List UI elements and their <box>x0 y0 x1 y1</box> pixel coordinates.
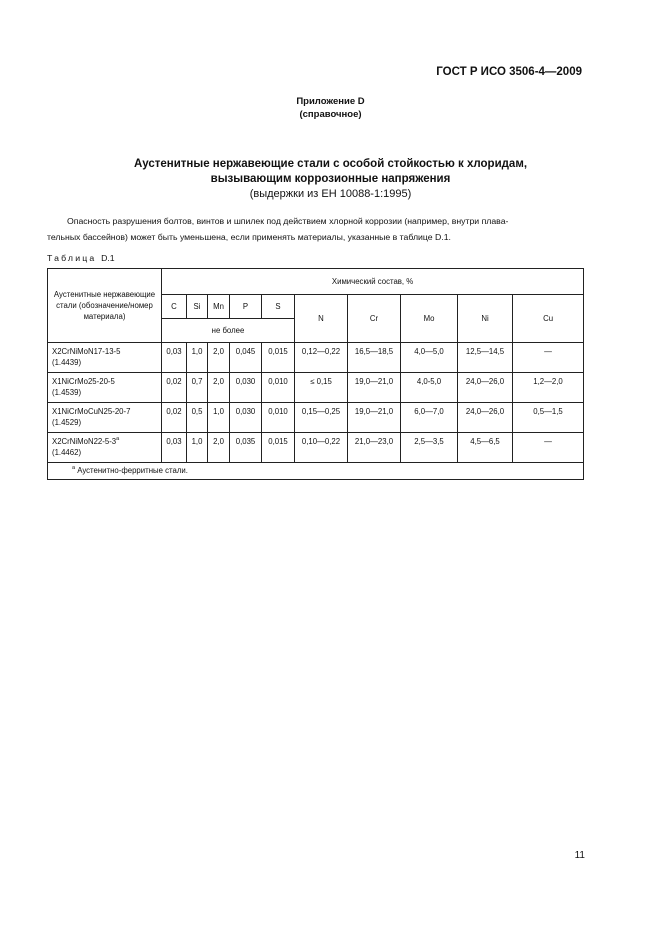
col-header-c: C <box>162 295 187 319</box>
paragraph-line-2: тельных бассейнов) может быть уменьшена, если применять материалы, указанные в таблице D.1. <box>47 232 451 242</box>
col-header-n: N <box>295 295 348 343</box>
steel-designation: X2CrNiMoN17-13-5 <box>52 347 121 356</box>
col-header-s: S <box>262 295 295 319</box>
value-cell: 19,0—21,0 <box>348 403 401 433</box>
value-cell: 12,5—14,5 <box>458 343 513 373</box>
value-cell: 6,0—7,0 <box>401 403 458 433</box>
value-cell: 0,045 <box>230 343 262 373</box>
value-cell: 1,0 <box>208 403 230 433</box>
value-cell: 0,010 <box>262 403 295 433</box>
heading-line-2: вызывающим коррозионные напряжения <box>210 173 451 185</box>
col-header-si: Si <box>187 295 208 319</box>
footnote-reference: a <box>116 436 120 442</box>
value-cell: 2,0 <box>208 373 230 403</box>
intro-paragraph <box>47 213 583 245</box>
value-cell: 1,0 <box>187 433 208 463</box>
table-row <box>48 433 584 463</box>
value-cell: — <box>513 343 584 373</box>
value-cell: 0,010 <box>262 373 295 403</box>
col-header-mo: Mo <box>401 295 458 343</box>
table-label-prefix: Таблица <box>47 253 97 263</box>
table-row <box>48 373 584 403</box>
steel-column-header: Аустенитные нержавеющие стали (обозначение/номер материала) <box>48 269 162 343</box>
value-cell: 24,0—26,0 <box>458 373 513 403</box>
footnote-text: Аустенитно-ферритные стали. <box>77 466 188 475</box>
annex-type: (справочное) <box>299 109 362 120</box>
value-cell: 2,0 <box>208 433 230 463</box>
chemical-composition-header: Химический состав, % <box>162 269 584 295</box>
value-cell: ≤ 0,15 <box>295 373 348 403</box>
material-number: (1.4439) <box>52 358 82 367</box>
value-cell: 4,0-5,0 <box>401 373 458 403</box>
page-number: 11 <box>574 850 585 861</box>
value-cell: 0,015 <box>262 433 295 463</box>
value-cell: 4,0—5,0 <box>401 343 458 373</box>
value-cell: 0,7 <box>187 373 208 403</box>
heading-line-1: Аустенитные нержавеющие стали с особой стойкостью к хлоридам, <box>133 158 528 170</box>
value-cell: 0,02 <box>162 403 187 433</box>
value-cell: 0,03 <box>162 343 187 373</box>
value-cell: 21,0—23,0 <box>348 433 401 463</box>
standard-designation: ГОСТ Р ИСО 3506-4—2009 <box>436 66 582 78</box>
value-cell: 0,10—0,22 <box>295 433 348 463</box>
paragraph-line-1: Опасность разрушения болтов, винтов и шпилек под действием хлорной коррозии (например, внутри плава- <box>67 216 509 226</box>
steel-cell <box>48 373 162 403</box>
value-cell: 4,5—6,5 <box>458 433 513 463</box>
heading-source: (выдержки из ЕН 10088-1:1995) <box>249 188 412 200</box>
steel-cell <box>48 403 162 433</box>
value-cell: 0,15—0,25 <box>295 403 348 433</box>
col-header-ni: Ni <box>458 295 513 343</box>
steel-cell <box>48 343 162 373</box>
steel-cell <box>48 433 162 463</box>
table-row <box>48 343 584 373</box>
col-header-mn: Mn <box>208 295 230 319</box>
value-cell: 0,5—1,5 <box>513 403 584 433</box>
col-header-cu: Cu <box>513 295 584 343</box>
value-cell: 0,030 <box>230 373 262 403</box>
value-cell: 19,0—21,0 <box>348 373 401 403</box>
footnote-mark: a <box>72 465 76 471</box>
value-cell: 1,0 <box>187 343 208 373</box>
material-number: (1.4462) <box>52 448 82 457</box>
value-cell: 24,0—26,0 <box>458 403 513 433</box>
col-header-p: P <box>230 295 262 319</box>
value-cell: — <box>513 433 584 463</box>
value-cell: 0,02 <box>162 373 187 403</box>
value-cell: 0,03 <box>162 433 187 463</box>
value-cell: 0,12—0,22 <box>295 343 348 373</box>
material-number: (1.4539) <box>52 388 82 397</box>
table-label <box>47 253 115 263</box>
value-cell: 0,5 <box>187 403 208 433</box>
value-cell: 0,035 <box>230 433 262 463</box>
steel-designation: X1NiCrMoCuN25-20-7 <box>52 407 131 416</box>
table-footnote <box>48 463 584 480</box>
not-more-label: не более <box>162 319 295 343</box>
value-cell: 2,5—3,5 <box>401 433 458 463</box>
value-cell: 0,015 <box>262 343 295 373</box>
chemical-composition-table <box>47 268 584 480</box>
steel-designation: X1NiCrMo25-20-5 <box>52 377 115 386</box>
steel-designation: X2CrNiMoN22-5-3 <box>52 437 117 446</box>
value-cell: 0,030 <box>230 403 262 433</box>
material-number: (1.4529) <box>52 418 82 427</box>
value-cell: 2,0 <box>208 343 230 373</box>
annex-title: Приложение D <box>296 96 365 107</box>
value-cell: 1,2—2,0 <box>513 373 584 403</box>
table-label-number: D.1 <box>101 253 115 263</box>
value-cell: 16,5—18,5 <box>348 343 401 373</box>
col-header-cr: Cr <box>348 295 401 343</box>
table-row <box>48 403 584 433</box>
